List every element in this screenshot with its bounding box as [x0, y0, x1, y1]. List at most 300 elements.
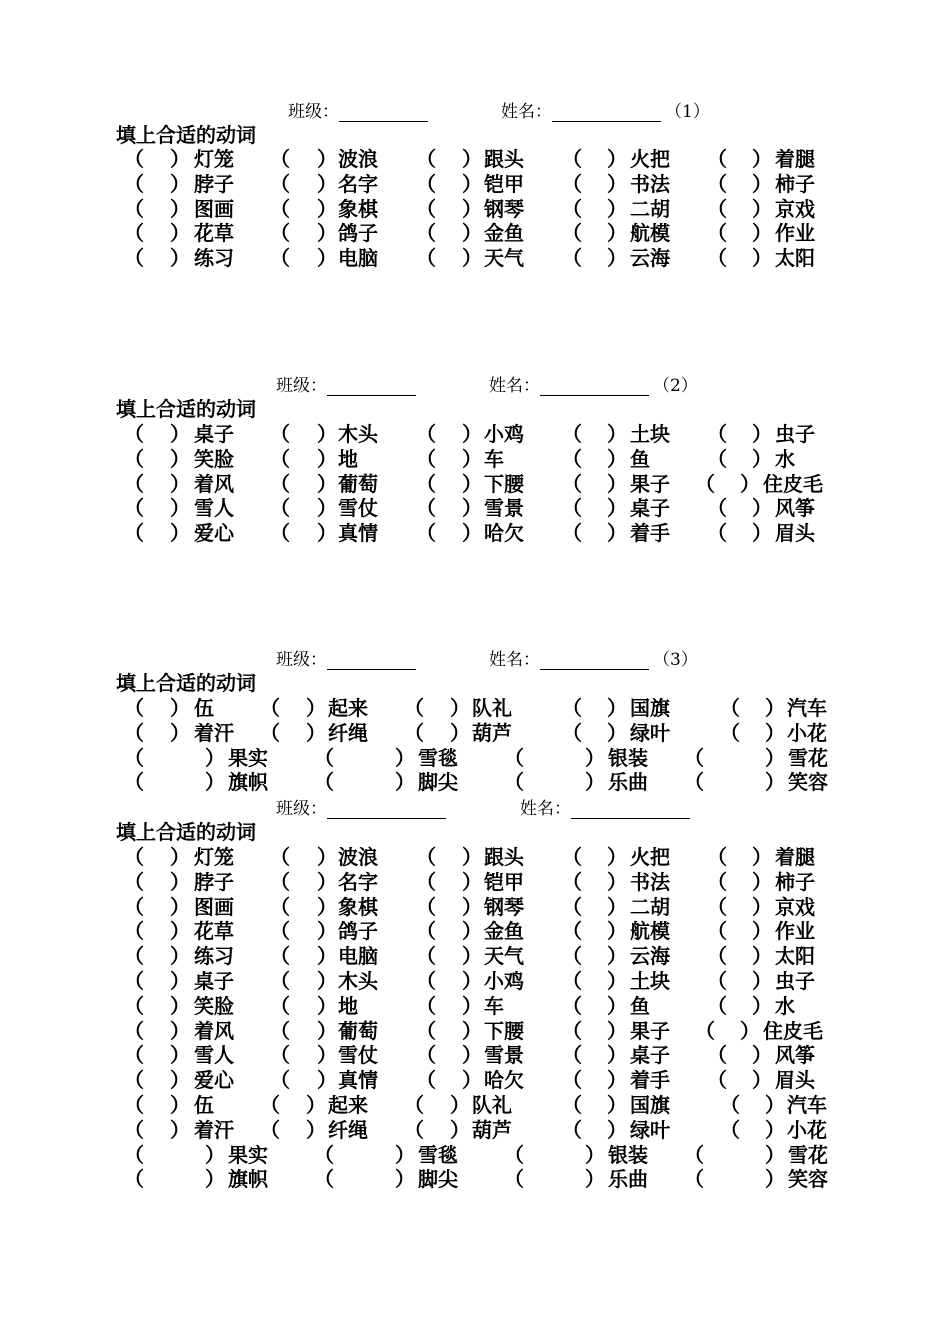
left-paren: （ — [707, 196, 727, 221]
exercise-row — [0, 969, 950, 994]
right-paren: ） — [317, 1068, 337, 1093]
right-paren: ） — [317, 869, 337, 894]
target-word: 国旗 — [630, 696, 670, 720]
left-paren: （ — [562, 919, 582, 944]
right-paren: ） — [462, 221, 482, 246]
left-paren: （ — [562, 1043, 582, 1068]
target-word: 小花 — [787, 720, 827, 745]
right-paren: ） — [462, 969, 482, 993]
right-paren: ） — [752, 993, 772, 1018]
target-word: 电脑 — [338, 944, 378, 969]
target-word: 银装 — [608, 1142, 648, 1167]
left-paren: （ — [707, 221, 727, 246]
left-paren: （ — [124, 869, 144, 894]
name-blank[interactable] — [552, 102, 661, 122]
left-paren: （ — [124, 521, 144, 546]
exercise-row — [0, 1043, 950, 1068]
right-paren: ） — [462, 944, 482, 969]
left-paren: （ — [562, 471, 582, 496]
target-word: 木头 — [338, 969, 378, 993]
right-paren: ） — [607, 246, 627, 271]
right-paren: ） — [752, 521, 772, 546]
right-paren: ） — [170, 720, 190, 745]
right-paren: ） — [170, 246, 190, 271]
target-word: 住皮毛 — [763, 1018, 823, 1043]
target-word: 木头 — [338, 422, 378, 446]
target-word: 地 — [338, 993, 358, 1018]
class-blank[interactable] — [327, 376, 416, 396]
right-paren: ） — [752, 1068, 772, 1093]
left-paren: （ — [562, 720, 582, 745]
left-paren: （ — [707, 1043, 727, 1068]
target-word: 电脑 — [338, 246, 378, 271]
left-paren: （ — [270, 471, 290, 496]
section-index: （3） — [653, 650, 698, 670]
target-word: 航模 — [630, 221, 670, 246]
left-paren: （ — [707, 147, 727, 171]
left-paren: （ — [124, 1093, 144, 1117]
right-paren: ） — [607, 147, 627, 171]
left-paren: （ — [416, 919, 436, 944]
target-word: 灯笼 — [194, 845, 234, 869]
right-paren: ） — [170, 894, 190, 919]
right-paren: ） — [607, 221, 627, 246]
left-paren: （ — [416, 422, 436, 446]
right-paren: ） — [170, 1068, 190, 1093]
target-word: 小花 — [787, 1117, 827, 1142]
right-paren: ） — [170, 993, 190, 1018]
exercise-row — [0, 221, 950, 246]
target-word: 钢琴 — [484, 196, 524, 221]
left-paren: （ — [314, 1142, 334, 1167]
right-paren: ） — [170, 221, 190, 246]
left-paren: （ — [270, 845, 290, 869]
target-word: 葫芦 — [472, 720, 512, 745]
exercise-row — [0, 496, 950, 521]
right-paren: ） — [170, 919, 190, 944]
target-word: 雪毯 — [418, 745, 458, 770]
left-paren: （ — [124, 147, 144, 171]
target-word: 太阳 — [775, 944, 815, 969]
class-label: 班级： — [276, 650, 327, 670]
right-paren: ） — [607, 869, 627, 894]
right-paren: ） — [317, 496, 337, 521]
right-paren: ） — [462, 894, 482, 919]
target-word: 雪景 — [484, 1043, 524, 1068]
right-paren: ） — [462, 422, 482, 446]
target-word: 真情 — [338, 1068, 378, 1093]
right-paren: ） — [317, 993, 337, 1018]
name-blank[interactable] — [540, 650, 649, 670]
right-paren: ） — [462, 446, 482, 471]
left-paren: （ — [707, 422, 727, 446]
right-paren: ） — [170, 869, 190, 894]
right-paren: ） — [607, 171, 627, 196]
left-paren: （ — [707, 1068, 727, 1093]
left-paren: （ — [707, 869, 727, 894]
right-paren: ） — [170, 422, 190, 446]
right-paren: ） — [752, 196, 772, 221]
exercise-row — [0, 895, 950, 920]
left-paren: （ — [270, 246, 290, 271]
target-word: 眉头 — [775, 1068, 815, 1093]
exercise-row — [0, 147, 950, 172]
class-blank[interactable] — [327, 799, 446, 819]
target-word: 队礼 — [472, 696, 512, 720]
right-paren: ） — [752, 446, 772, 471]
section-title: 填上合适的动词 — [116, 671, 256, 695]
left-paren: （ — [416, 496, 436, 521]
left-paren: （ — [562, 422, 582, 446]
left-paren: （ — [260, 720, 280, 745]
target-word: 脚尖 — [418, 770, 458, 795]
right-paren: ） — [585, 770, 605, 795]
right-paren: ） — [752, 845, 772, 869]
target-word: 土块 — [630, 969, 670, 993]
left-paren: （ — [260, 1117, 280, 1142]
target-word: 起来 — [328, 1093, 368, 1117]
left-paren: （ — [720, 1093, 740, 1117]
left-paren: （ — [707, 496, 727, 521]
right-paren: ） — [462, 993, 482, 1018]
name-blank[interactable] — [540, 376, 649, 396]
right-paren: ） — [607, 1093, 627, 1117]
left-paren: （ — [416, 246, 436, 271]
target-word: 铠甲 — [484, 869, 524, 894]
right-paren: ） — [607, 894, 627, 919]
left-paren: （ — [124, 993, 144, 1018]
right-paren: ） — [607, 720, 627, 745]
target-word: 桌子 — [194, 422, 234, 446]
target-word: 名字 — [338, 171, 378, 196]
left-paren: （ — [416, 196, 436, 221]
left-paren: （ — [562, 196, 582, 221]
left-paren: （ — [270, 944, 290, 969]
exercise-row — [0, 1068, 950, 1093]
target-word: 图画 — [194, 196, 234, 221]
target-word: 灯笼 — [194, 147, 234, 171]
left-paren: （ — [707, 246, 727, 271]
left-paren: （ — [124, 1068, 144, 1093]
target-word: 金鱼 — [484, 221, 524, 246]
right-paren: ） — [317, 471, 337, 496]
right-paren: ） — [395, 745, 415, 770]
right-paren: ） — [395, 1167, 415, 1192]
target-word: 水 — [775, 993, 795, 1018]
target-word: 着腿 — [775, 147, 815, 171]
target-word: 脖子 — [194, 869, 234, 894]
target-word: 伍 — [194, 1093, 214, 1117]
right-paren: ） — [170, 1117, 190, 1142]
left-paren: （ — [562, 944, 582, 969]
exercise-row — [0, 1167, 950, 1192]
target-word: 天气 — [484, 246, 524, 271]
target-word: 练习 — [194, 246, 234, 271]
target-word: 跟头 — [484, 845, 524, 869]
exercise-row — [0, 521, 950, 546]
right-paren: ） — [317, 221, 337, 246]
left-paren: （ — [562, 869, 582, 894]
right-paren: ） — [607, 1117, 627, 1142]
target-word: 小鸡 — [484, 969, 524, 993]
right-paren: ） — [462, 845, 482, 869]
class-label: 班级： — [276, 376, 327, 396]
left-paren: （ — [260, 696, 280, 720]
left-paren: （ — [270, 171, 290, 196]
left-paren: （ — [270, 422, 290, 446]
left-paren: （ — [695, 1018, 715, 1043]
right-paren: ） — [170, 696, 190, 720]
left-paren: （ — [124, 919, 144, 944]
left-paren: （ — [314, 770, 334, 795]
target-word: 着腿 — [775, 845, 815, 869]
left-paren: （ — [124, 1167, 144, 1192]
left-paren: （ — [314, 745, 334, 770]
right-paren: ） — [752, 221, 772, 246]
right-paren: ） — [607, 496, 627, 521]
right-paren: ） — [607, 471, 627, 496]
left-paren: （ — [562, 1018, 582, 1043]
target-word: 风筝 — [775, 496, 815, 521]
target-word: 铠甲 — [484, 171, 524, 196]
class-blank[interactable] — [327, 650, 416, 670]
left-paren: （ — [504, 770, 524, 795]
right-paren: ） — [205, 1142, 225, 1167]
right-paren: ） — [765, 1167, 785, 1192]
target-word: 汽车 — [787, 1093, 827, 1117]
left-paren: （ — [720, 1117, 740, 1142]
right-paren: ） — [607, 1018, 627, 1043]
right-paren: ） — [395, 1142, 415, 1167]
target-word: 虫子 — [775, 422, 815, 446]
right-paren: ） — [170, 196, 190, 221]
left-paren: （ — [124, 1117, 144, 1142]
left-paren: （ — [562, 246, 582, 271]
left-paren: （ — [416, 894, 436, 919]
class-label: 班级： — [288, 102, 339, 122]
target-word: 国旗 — [630, 1093, 670, 1117]
right-paren: ） — [317, 171, 337, 196]
target-word: 乐曲 — [608, 770, 648, 795]
right-paren: ） — [607, 919, 627, 944]
target-word: 下腰 — [484, 1018, 524, 1043]
target-word: 汽车 — [787, 696, 827, 720]
exercise-row — [0, 770, 950, 795]
target-word: 天气 — [484, 944, 524, 969]
right-paren: ） — [607, 521, 627, 546]
target-word: 水 — [775, 446, 795, 471]
right-paren: ） — [752, 246, 772, 271]
left-paren: （ — [416, 521, 436, 546]
target-word: 真情 — [338, 521, 378, 546]
right-paren: ） — [765, 696, 785, 720]
left-paren: （ — [270, 446, 290, 471]
right-paren: ） — [607, 1068, 627, 1093]
left-paren: （ — [416, 993, 436, 1018]
right-paren: ） — [752, 171, 772, 196]
left-paren: （ — [124, 696, 144, 720]
right-paren: ） — [740, 471, 760, 496]
target-word: 脖子 — [194, 171, 234, 196]
left-paren: （ — [270, 1018, 290, 1043]
right-paren: ） — [170, 845, 190, 869]
right-paren: ） — [752, 869, 772, 894]
target-word: 花草 — [194, 221, 234, 246]
target-word: 旗帜 — [228, 1167, 268, 1192]
right-paren: ） — [306, 1093, 326, 1117]
right-paren: ） — [450, 720, 470, 745]
right-paren: ） — [765, 770, 785, 795]
target-word: 着风 — [194, 471, 234, 496]
section-header — [276, 646, 698, 670]
right-paren: ） — [752, 147, 772, 171]
exercise-row — [0, 1118, 950, 1143]
right-paren: ） — [170, 446, 190, 471]
name-blank[interactable] — [571, 799, 690, 819]
target-word: 雪仗 — [338, 496, 378, 521]
right-paren: ） — [607, 1043, 627, 1068]
section-title: 填上合适的动词 — [116, 820, 256, 844]
right-paren: ） — [752, 422, 772, 446]
name-label: 姓名： — [520, 799, 571, 819]
right-paren: ） — [317, 944, 337, 969]
target-word: 图画 — [194, 894, 234, 919]
target-word: 旗帜 — [228, 770, 268, 795]
right-paren: ） — [462, 147, 482, 171]
left-paren: （ — [124, 1018, 144, 1043]
target-word: 爱心 — [194, 521, 234, 546]
left-paren: （ — [404, 1117, 424, 1142]
target-word: 笑脸 — [194, 446, 234, 471]
left-paren: （ — [416, 471, 436, 496]
exercise-row — [0, 696, 950, 721]
right-paren: ） — [306, 720, 326, 745]
right-paren: ） — [306, 696, 326, 720]
right-paren: ） — [462, 869, 482, 894]
right-paren: ） — [607, 969, 627, 993]
target-word: 书法 — [630, 869, 670, 894]
right-paren: ） — [585, 745, 605, 770]
target-word: 土块 — [630, 422, 670, 446]
right-paren: ） — [607, 196, 627, 221]
left-paren: （ — [124, 745, 144, 770]
left-paren: （ — [124, 894, 144, 919]
target-word: 跟头 — [484, 147, 524, 171]
section-header — [276, 372, 698, 396]
left-paren: （ — [124, 969, 144, 993]
left-paren: （ — [270, 196, 290, 221]
left-paren: （ — [504, 745, 524, 770]
class-label: 班级： — [276, 799, 327, 819]
target-word: 果子 — [630, 471, 670, 496]
target-word: 火把 — [630, 845, 670, 869]
exercise-row — [0, 1019, 950, 1044]
target-word: 起来 — [328, 696, 368, 720]
right-paren: ） — [462, 471, 482, 496]
target-word: 桌子 — [630, 496, 670, 521]
section-index: （1） — [665, 102, 710, 122]
right-paren: ） — [765, 1142, 785, 1167]
target-word: 乐曲 — [608, 1167, 648, 1192]
right-paren: ） — [462, 919, 482, 944]
name-label: 姓名： — [489, 376, 540, 396]
right-paren: ） — [170, 521, 190, 546]
right-paren: ） — [317, 845, 337, 869]
target-word: 桌子 — [630, 1043, 670, 1068]
target-word: 火把 — [630, 147, 670, 171]
exercise-row — [0, 172, 950, 197]
right-paren: ） — [170, 944, 190, 969]
left-paren: （ — [707, 919, 727, 944]
right-paren: ） — [765, 720, 785, 745]
target-word: 波浪 — [338, 147, 378, 171]
target-word: 京戏 — [775, 196, 815, 221]
left-paren: （ — [562, 696, 582, 720]
right-paren: ） — [170, 496, 190, 521]
section-title: 填上合适的动词 — [116, 123, 256, 147]
left-paren: （ — [124, 770, 144, 795]
left-paren: （ — [562, 1068, 582, 1093]
right-paren: ） — [607, 422, 627, 446]
left-paren: （ — [684, 770, 704, 795]
exercise-row — [0, 994, 950, 1019]
target-word: 柿子 — [775, 869, 815, 894]
left-paren: （ — [720, 720, 740, 745]
right-paren: ） — [752, 919, 772, 944]
right-paren: ） — [317, 969, 337, 993]
target-word: 虫子 — [775, 969, 815, 993]
right-paren: ） — [170, 969, 190, 993]
exercise-row — [0, 746, 950, 771]
target-word: 爱心 — [194, 1068, 234, 1093]
target-word: 鸽子 — [338, 221, 378, 246]
right-paren: ） — [395, 770, 415, 795]
right-paren: ） — [765, 1117, 785, 1142]
left-paren: （ — [562, 496, 582, 521]
target-word: 葡萄 — [338, 1018, 378, 1043]
section-header — [276, 795, 708, 819]
right-paren: ） — [607, 944, 627, 969]
right-paren: ） — [585, 1142, 605, 1167]
target-word: 车 — [484, 993, 504, 1018]
target-word: 住皮毛 — [763, 471, 823, 496]
right-paren: ） — [765, 1093, 785, 1117]
left-paren: （ — [684, 1142, 704, 1167]
left-paren: （ — [562, 969, 582, 993]
exercise-row — [0, 1143, 950, 1168]
left-paren: （ — [562, 1117, 582, 1142]
target-word: 地 — [338, 446, 358, 471]
exercise-row — [0, 919, 950, 944]
target-word: 哈欠 — [484, 521, 524, 546]
target-word: 下腰 — [484, 471, 524, 496]
left-paren: （ — [270, 221, 290, 246]
right-paren: ） — [752, 969, 772, 993]
left-paren: （ — [707, 944, 727, 969]
target-word: 练习 — [194, 944, 234, 969]
target-word: 雪花 — [788, 1142, 828, 1167]
right-paren: ） — [317, 446, 337, 471]
right-paren: ） — [317, 894, 337, 919]
left-paren: （ — [404, 720, 424, 745]
target-word: 笑容 — [788, 770, 828, 795]
class-blank[interactable] — [339, 102, 428, 122]
left-paren: （ — [416, 1043, 436, 1068]
name-label: 姓名： — [489, 650, 540, 670]
right-paren: ） — [462, 521, 482, 546]
left-paren: （ — [707, 969, 727, 993]
right-paren: ） — [317, 246, 337, 271]
